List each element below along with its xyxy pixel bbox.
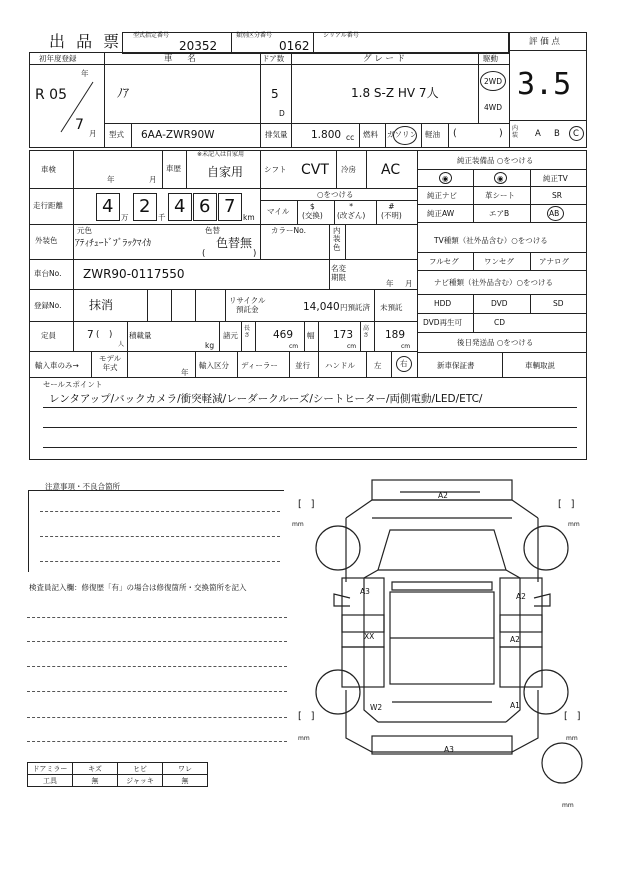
sunroof-icon: ◉ xyxy=(442,174,449,183)
length-unit: cm xyxy=(289,343,299,350)
name-change-year-unit: 年 xyxy=(386,279,394,288)
recycle-value: 14,040 xyxy=(303,301,340,313)
legend-value-cell: 無 xyxy=(162,774,208,787)
history-note: ※未記入は自家用 xyxy=(197,151,245,158)
sales-point-label: セールスポイント xyxy=(43,380,103,389)
rating-label: 評 価 点 xyxy=(529,37,560,47)
legend-header-cell: ヒビ xyxy=(117,762,163,775)
sheet-title: 出 品 票 xyxy=(49,32,123,51)
name-change-label: 名変 期限 xyxy=(331,264,346,282)
mark-xx: XX xyxy=(364,632,375,641)
leather-seat: 革シート xyxy=(485,191,515,200)
fuel-gas: ガソリン xyxy=(387,130,417,139)
registration-value: 抹消 xyxy=(89,298,114,312)
abs-option: AB xyxy=(549,209,560,218)
displacement-value: 1.800 xyxy=(311,129,342,141)
handle-label: ハンドル xyxy=(325,361,355,370)
height-label: 高さ xyxy=(363,325,370,339)
length-label: 長さ xyxy=(244,325,251,339)
dvd-player-option: DVD再生可 xyxy=(423,318,463,327)
drive-4wd: 4WD xyxy=(484,103,502,112)
right-hand-option: 右 xyxy=(400,359,408,368)
mark-a3-left: A3 xyxy=(360,587,370,596)
doors-value: 5 xyxy=(271,87,279,101)
fullseg-option: フルセグ xyxy=(429,257,459,266)
model-year-unit: 年 xyxy=(181,368,189,377)
legend-value-cell: 工具 xyxy=(27,774,73,787)
manual-option: 車輌取説 xyxy=(525,361,555,370)
mileage-digit: 6 xyxy=(199,196,211,217)
mileage-digit: 4 xyxy=(102,196,114,217)
serial-label: シリアル番号 xyxy=(323,32,359,39)
caution-label: 注意事項・不良合箇所 xyxy=(45,482,120,491)
fuel-diesel: 軽油 xyxy=(425,130,440,139)
mileage-digit: 7 xyxy=(224,196,236,217)
shift-label: シフト xyxy=(264,165,287,174)
car-name-value: ﾉｱ xyxy=(117,86,130,100)
height-unit: cm xyxy=(401,343,411,350)
recycle-none: 未預託 xyxy=(380,303,403,312)
rating-value: 3.5 xyxy=(517,67,572,102)
type-designation-label: 型式指定番号 xyxy=(133,32,170,39)
mark-a2-right-lower: A2 xyxy=(510,635,520,644)
car-name-label: 車 名 xyxy=(164,54,202,64)
first-reg-label: 初年度登録 xyxy=(39,54,77,63)
displacement-label: 排気量 xyxy=(265,130,288,139)
inspector-label: 検査員記入欄：修復歴「有」の場合は修復箇所・交換箇所を記入 xyxy=(29,583,247,592)
exchange-label: $ (交換) xyxy=(302,202,323,220)
color-change-label: 色替 xyxy=(205,226,220,235)
history-value: 自家用 xyxy=(207,165,244,179)
first-reg-month: 7 xyxy=(75,117,84,133)
mark-a2-right: A2 xyxy=(516,592,526,601)
mark-a1: A1 xyxy=(510,701,520,710)
mm-rear-left: mm xyxy=(298,735,310,742)
legend-value-cell: ジャッキ xyxy=(117,774,163,787)
interior-c: C xyxy=(573,129,579,139)
capacity-value: 7 xyxy=(87,329,94,341)
color-change-value: 色替無 xyxy=(216,236,253,250)
import-type-label: 輸入区分 xyxy=(199,361,229,370)
doors-label: ドア数 xyxy=(262,54,285,63)
legend-header-cell: ドアミラー xyxy=(27,762,73,775)
left-hand-option: 左 xyxy=(374,361,382,370)
sunroof-option: SR xyxy=(552,191,562,200)
legend-value-cell: 無 xyxy=(72,774,118,787)
mark-w2: W2 xyxy=(370,703,383,712)
exterior-label: 外装色 xyxy=(35,236,58,245)
exterior-value: ｱﾃｨﾁｭｰﾄﾞﾌﾞﾗｯｸﾏｲｶ xyxy=(75,238,152,249)
man-unit: 万 xyxy=(121,213,129,222)
inspection-month-unit: 月 xyxy=(149,175,157,184)
legend-header-cell: ワレ xyxy=(162,762,208,775)
width-value: 173 xyxy=(333,329,354,341)
mileage-circle-note: ○をつける xyxy=(317,190,354,199)
registration-label: 登録No. xyxy=(34,301,62,310)
navi-title: ナビ種類（社外品含む）○をつける xyxy=(434,278,554,287)
height-value: 189 xyxy=(385,329,406,341)
recycle-done: 円預託済 xyxy=(340,303,370,312)
genuine-title: 純正装備品 ○をつける xyxy=(457,156,534,165)
payload-unit: kg xyxy=(205,341,215,350)
type-designation-value: 20352 xyxy=(179,39,218,53)
displacement-unit: cc xyxy=(346,133,355,142)
drive-2wd: 2WD xyxy=(484,77,502,86)
modified-label: * (改ざん) xyxy=(337,202,366,220)
name-change-month-unit: 月 xyxy=(405,279,413,288)
first-reg-month-unit: 月 xyxy=(89,129,97,138)
interior-color-label: 内装色 xyxy=(333,226,341,252)
import-label: 輸入車のみ→ xyxy=(35,361,79,370)
dvd-option: DVD xyxy=(491,299,508,308)
mark-a2-top: A2 xyxy=(438,491,448,500)
length-value: 469 xyxy=(273,329,294,341)
damage-legend xyxy=(27,762,207,788)
fuel-label: 燃料 xyxy=(363,130,378,139)
capacity-label: 定員 xyxy=(41,331,56,340)
sd-option: SD xyxy=(553,299,564,308)
later-title: 後日発送品 ○をつける xyxy=(457,338,534,347)
width-label: 幅 xyxy=(307,331,315,340)
parallel-option: 並行 xyxy=(295,361,310,370)
mark-a3-bottom: A3 xyxy=(444,745,454,754)
dealer-option: ディーラー xyxy=(241,361,278,370)
capacity-unit: 人 xyxy=(118,341,125,348)
warranty-option: 新車保証書 xyxy=(437,361,475,370)
airbag-option: エアB xyxy=(489,209,510,218)
unknown-label: # (不明) xyxy=(381,202,402,220)
hdd-option: HDD xyxy=(434,299,452,308)
dims-label: 諸元 xyxy=(223,331,238,340)
km-unit: km xyxy=(243,213,255,222)
first-reg-year-unit: 年 xyxy=(81,69,89,78)
interior-b: B xyxy=(554,129,560,139)
model-year-label: モデル 年式 xyxy=(99,354,122,372)
mm-front-left: mm xyxy=(292,521,304,528)
caution-bracket xyxy=(28,490,284,572)
mm-front-right: mm xyxy=(568,521,580,528)
cd-option: CD xyxy=(494,318,506,327)
payload-label: 積載量 xyxy=(129,331,152,340)
chassis-label: 車台No. xyxy=(34,269,62,278)
chassis-value: ZWR90-0117550 xyxy=(83,267,185,281)
history-label: 車歴 xyxy=(166,164,181,173)
vehicle-info-sheet: 出 品 票 型式指定番号 20352 類別区分番号 0162 シリアル番号 評 価 点 3.5 初年度登録 年 R 05 7 月 車 名 ﾉｱ ドア数 5 D グ レ ー ド 1.8 S-Z HV 7人 駆動 2WD 4WD 型式 6AA-ZWR90W 排気量 1.800 cc 燃料 ガソリン 軽油 ( ) 内装 A B C 車検 年 月 車歴 ※未記入は自家用 自家用 シフト CVT 冷房 AC 走行距離 ○をつける マイル $ (交換) * (改ざん) # (不明) 4 2 4 6 7 万 千 km 外装色 元色 ｱﾃｨﾁｭｰﾄﾞﾌﾞﾗｯｸﾏｲｶ 色替 色替無 ( ) カラーNo. 内装色 車台No. ZWR90-0117550 名変 期限 年 月 登録No. 抹消 リサイクル 預託金 14,040 円預託済 未預託 定員 7 ( ) 人 積載量 kg 諸元 長さ 469 cm 幅 173 cm 高さ 189 cm 輸入車のみ→ モデル 年式 年 輸入区分 ディーラー 並行 ハンドル 左 右 純正装備品 ○をつける ◉ ◉ 純正TV 純正ナビ 革シート SR 純正AW エアB AB TV種類（社外品含む）○をつける フルセグ ワンセグ アナログ ナビ種類（社外品含む）○をつける HDD DVD SD DVD再生可 CD 後日発送品 ○をつける 新車保証書 車輌取説 セールスポイント レンタアップ/バックカメラ/衝突軽減/レーダークルーズ/シートヒーター/両側電動/LED/ETC/ xyxy=(29,30,587,460)
sales-point-text: レンタアップ/バックカメラ/衝突軽減/レーダークルーズ/シートヒーター/両側電動/LED/ETC/ xyxy=(49,393,483,405)
original-color-label: 元色 xyxy=(77,226,92,235)
category-label: 類別区分番号 xyxy=(236,32,273,39)
grade-label: グ レ ー ド xyxy=(363,54,406,64)
model-label: 型式 xyxy=(109,130,124,139)
sen-unit: 千 xyxy=(158,213,166,222)
interior-a: A xyxy=(535,129,541,139)
mile-label: マイル xyxy=(267,207,290,216)
mm-rear-right: mm xyxy=(566,735,578,742)
interior-label: 内装 xyxy=(512,125,519,139)
recycle-label: リサイクル 預託金 xyxy=(229,296,266,314)
mileage-digit: 4 xyxy=(174,196,186,217)
ac-value: AC xyxy=(381,162,401,178)
genuine-aw: 純正AW xyxy=(427,209,455,218)
shift-value: CVT xyxy=(301,162,329,178)
car-outline-svg xyxy=(280,470,640,815)
mileage-digit: 2 xyxy=(139,196,151,217)
width-unit: cm xyxy=(347,343,357,350)
doors-sub: D xyxy=(279,109,285,118)
model-value: 6AA-ZWR90W xyxy=(141,129,215,141)
genuine-navi: 純正ナビ xyxy=(427,191,457,200)
first-reg-era-year: R 05 xyxy=(35,87,67,103)
car-body-diagram: A2 A3 A2 XX A2 W2 A1 A3 [ ] mm [ ] mm [ ] mm [ ] mm mm xyxy=(280,470,640,815)
mileage-label: 走行距離 xyxy=(33,201,63,210)
steering-icon: ◉ xyxy=(497,174,504,183)
inspection-year-unit: 年 xyxy=(107,175,115,184)
genuine-tv: 純正TV xyxy=(543,174,568,183)
category-value: 0162 xyxy=(279,39,310,53)
drive-label: 駆動 xyxy=(483,54,498,63)
inspection-label: 車検 xyxy=(41,165,56,174)
legend-header-cell: キズ xyxy=(72,762,118,775)
analog-option: アナログ xyxy=(539,257,569,266)
color-no-label: カラーNo. xyxy=(271,226,306,235)
oneseg-option: ワンセグ xyxy=(484,257,514,266)
ac-label: 冷房 xyxy=(341,165,356,174)
grade-value: 1.8 S-Z HV 7人 xyxy=(351,86,439,100)
tv-title: TV種類（社外品含む）○をつける xyxy=(434,236,548,245)
mm-spare: mm xyxy=(562,802,574,809)
